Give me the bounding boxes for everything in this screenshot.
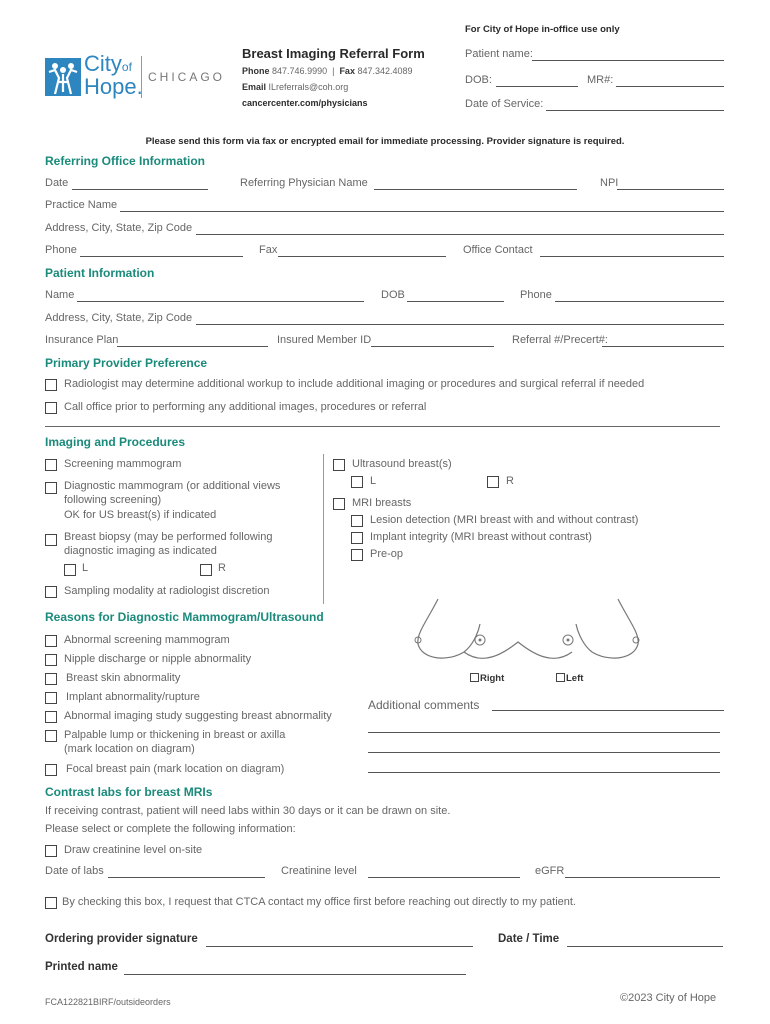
breast-diagram[interactable] (408, 594, 648, 674)
biopsy-left-checkbox[interactable] (64, 564, 76, 576)
ref-phone-label: Phone (45, 244, 77, 256)
referring-heading: Referring Office Information (45, 154, 206, 168)
reason-lump-label-2: (mark location on diagram) (64, 743, 195, 755)
date-time-field[interactable] (567, 946, 723, 947)
ref-date-field[interactable] (72, 189, 208, 190)
preference-heading: Primary Provider Preference (45, 356, 208, 370)
reason-skin-label: Breast skin abnormality (66, 672, 181, 684)
ref-physician-label: Referring Physician Name (240, 177, 368, 189)
draw-creatinine-checkbox[interactable] (45, 845, 57, 857)
sampling-label: Sampling modality at radiologist discretion (64, 585, 270, 597)
ultrasound-checkbox[interactable] (333, 459, 345, 471)
contrast-line-1: If receiving contrast, patient will need labs within 30 days or it can be drawn on site. (45, 805, 451, 817)
logo-hope: Hope. (84, 74, 143, 99)
city-of-hope-logo (45, 58, 81, 101)
patient-heading: Patient Information (45, 266, 155, 280)
pat-insurance-label: Insurance Plan (45, 334, 119, 346)
ref-practice-label: Practice Name (45, 199, 118, 211)
implant-integrity-label: Implant integrity (MRI breast without contrast) (370, 531, 592, 543)
phone-value: 847.746.9990 (272, 66, 328, 76)
pat-referral-field[interactable] (602, 346, 724, 347)
creatinine-field[interactable] (368, 877, 520, 878)
pat-name-field[interactable] (77, 301, 364, 302)
reason-pain-label: Focal breast pain (mark location on diagram) (66, 763, 285, 775)
pat-address-field[interactable] (196, 324, 724, 325)
egfr-field[interactable] (565, 877, 720, 878)
biopsy-right-checkbox[interactable] (200, 564, 212, 576)
reason-lump-label-1: Palpable lump or thickening in breast or axilla (64, 729, 286, 741)
pat-insurance-field[interactable] (117, 346, 268, 347)
comments-line-3[interactable] (368, 752, 720, 753)
office-mr-label: MR#: (587, 74, 614, 86)
ref-fax-label: Fax (259, 244, 278, 256)
ultrasound-label: Ultrasound breast(s) (352, 458, 452, 470)
biopsy-checkbox[interactable] (45, 534, 57, 546)
diagram-left-label: Left (566, 673, 584, 684)
pat-referral-label: Referral #/Precert#: (512, 334, 608, 346)
ref-physician-field[interactable] (374, 189, 577, 190)
lesion-label: Lesion detection (MRI breast with and without contrast) (370, 514, 639, 526)
pat-dob-field[interactable] (407, 301, 504, 302)
ultrasound-right-label: R (506, 475, 514, 487)
reason-pain-checkbox[interactable] (45, 764, 57, 776)
reason-implant-label: Implant abnormality/rupture (66, 691, 200, 703)
phone-label: Phone (242, 66, 270, 76)
pat-phone-field[interactable] (555, 301, 724, 302)
diagnostic-checkbox[interactable] (45, 482, 57, 494)
logo-wordmark (84, 51, 143, 99)
reason-lump-checkbox[interactable] (45, 730, 57, 742)
ref-npi-label: NPI (600, 177, 619, 189)
reason-nipple-checkbox[interactable] (45, 654, 57, 666)
imaging-column-divider (323, 454, 324, 604)
contrast-heading: Contrast labs for breast MRIs (45, 785, 213, 799)
ref-date-label: Date (45, 177, 69, 189)
reason-imaging-label: Abnormal imaging study suggesting breast abnormality (64, 710, 332, 722)
ref-contact-field[interactable] (540, 256, 724, 257)
pat-member-field[interactable] (371, 346, 494, 347)
draw-creatinine-label: Draw creatinine level on-site (64, 844, 203, 856)
reason-skin-checkbox[interactable] (45, 673, 57, 685)
biopsy-label-1: Breast biopsy (may be performed following (64, 531, 273, 543)
email-value[interactable]: ILreferrals@coh.org (268, 82, 349, 92)
comments-line-1[interactable] (492, 710, 724, 711)
date-labs-label: Date of labs (45, 865, 104, 877)
logo-chicago: CHICAGO (148, 70, 226, 84)
diagram-right-label: Right (480, 673, 505, 684)
form-code: FCA122821BIRF/outsideorders (45, 997, 171, 1007)
header-contact-line: Phone 847.746.9990 | Fax 847.342.4089 (242, 66, 413, 76)
fax-label: Fax (339, 66, 355, 76)
section-divider (45, 426, 720, 427)
date-time-label: Date / Time (498, 933, 560, 945)
date-labs-field[interactable] (108, 877, 265, 878)
mri-label: MRI breasts (352, 497, 412, 509)
ultrasound-left-checkbox[interactable] (351, 476, 363, 488)
logo-divider (141, 56, 142, 98)
ref-address-label: Address, City, State, Zip Code (45, 222, 193, 234)
pref-radiologist-checkbox[interactable] (45, 379, 57, 391)
ultrasound-right-checkbox[interactable] (487, 476, 499, 488)
ordering-signature-field[interactable] (206, 946, 473, 947)
lesion-checkbox[interactable] (351, 515, 363, 527)
pat-name-label: Name (45, 289, 75, 301)
screening-label: Screening mammogram (64, 458, 182, 470)
screening-checkbox[interactable] (45, 459, 57, 471)
diagnostic-label-3: OK for US breast(s) if indicated (64, 509, 217, 521)
logo-figures-icon (45, 58, 81, 96)
diagram-left-checkbox[interactable] (556, 673, 565, 682)
fax-value: 847.342.4089 (357, 66, 413, 76)
biopsy-right-label: R (218, 562, 226, 574)
implant-integrity-checkbox[interactable] (351, 532, 363, 544)
diagnostic-label-1: Diagnostic mammogram (or additional views (64, 480, 281, 492)
office-mr-field[interactable] (616, 86, 724, 87)
biopsy-left-label: L (82, 562, 89, 574)
ref-address-field[interactable] (196, 234, 724, 235)
office-patient-name-field[interactable] (532, 60, 724, 61)
ref-contact-label: Office Contact (463, 244, 533, 256)
sampling-checkbox[interactable] (45, 586, 57, 598)
reason-imaging-checkbox[interactable] (45, 711, 57, 723)
pref-call-office-checkbox[interactable] (45, 402, 57, 414)
pat-dob-label: DOB (381, 289, 405, 301)
mri-checkbox[interactable] (333, 498, 345, 510)
creatinine-label: Creatinine level (281, 865, 357, 877)
imaging-heading: Imaging and Procedures (45, 435, 186, 449)
diagnostic-label-2: following screening) (64, 494, 162, 506)
consent-checkbox[interactable] (45, 897, 57, 909)
website-link[interactable]: cancercenter.com/physicians (242, 98, 368, 108)
pref-radiologist-label: Radiologist may determine additional workup to include additional imaging or procedures and surgical referral if needed (64, 378, 645, 390)
pref-call-office-label: Call office prior to performing any additional images, procedures or referral (64, 401, 427, 413)
reason-abnormal-screening-checkbox[interactable] (45, 635, 57, 647)
logo-of: of (121, 60, 132, 74)
contrast-line-2: Please select or complete the following information: (45, 823, 296, 835)
diagram-right-checkbox[interactable] (470, 673, 479, 682)
ref-fax-field[interactable] (278, 256, 446, 257)
reasons-heading: Reasons for Diagnostic Mammogram/Ultrasound (45, 610, 324, 624)
consent-label: By checking this box, I request that CTCA contact my office first before reaching out directly to my patient. (62, 896, 576, 908)
ref-npi-field[interactable] (617, 189, 724, 190)
printed-name-field[interactable] (124, 974, 466, 975)
preop-checkbox[interactable] (351, 549, 363, 561)
pat-member-label: Insured Member ID (277, 334, 372, 346)
instruction-text: Please send this form via fax or encrypted email for immediate processing. Provider signature is required. (145, 136, 625, 147)
reason-implant-checkbox[interactable] (45, 692, 57, 704)
form-title: Breast Imaging Referral Form (242, 46, 425, 61)
office-dob-field[interactable] (496, 86, 578, 87)
copyright: ©2023 City of Hope (620, 992, 717, 1004)
office-dos-field[interactable] (546, 110, 724, 111)
comments-line-4[interactable] (368, 772, 720, 773)
egfr-label: eGFR (535, 865, 565, 877)
preop-label: Pre-op (370, 548, 404, 560)
pat-phone-label: Phone (520, 289, 552, 301)
reason-abnormal-screening-label: Abnormal screening mammogram (64, 634, 230, 646)
office-dob-label: DOB: (465, 74, 492, 86)
email-label: Email (242, 82, 267, 92)
ref-practice-field[interactable] (120, 211, 724, 212)
printed-name-label: Printed name (45, 961, 118, 973)
header-email-line (242, 82, 348, 92)
logo-city: City (84, 51, 122, 76)
ultrasound-left-label: L (370, 475, 377, 487)
ordering-signature-label: Ordering provider signature (45, 933, 198, 945)
ref-phone-field[interactable] (80, 256, 243, 257)
office-use-title: For City of Hope in-office use only (465, 24, 620, 35)
office-dos-label: Date of Service: (465, 98, 544, 110)
pat-address-label: Address, City, State, Zip Code (45, 312, 193, 324)
comments-label: Additional comments (368, 698, 480, 712)
comments-line-2[interactable] (368, 732, 720, 733)
biopsy-label-2: diagnostic imaging as indicated (64, 545, 217, 557)
office-patient-name-label: Patient name: (465, 48, 533, 60)
reason-nipple-label: Nipple discharge or nipple abnormality (64, 653, 252, 665)
